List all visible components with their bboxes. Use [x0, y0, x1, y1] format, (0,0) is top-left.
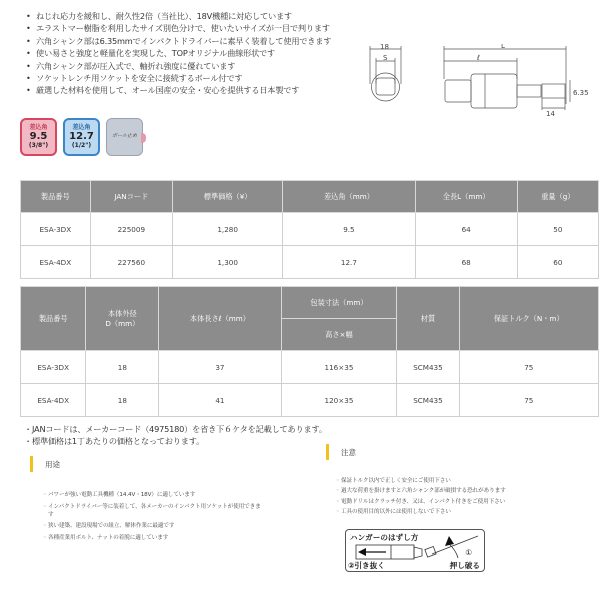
- cell-model: ESA-3DX: [21, 351, 86, 384]
- usage-heading: [30, 456, 60, 472]
- cell-body-length: 37: [159, 351, 281, 384]
- spec-table-price: [20, 180, 599, 279]
- spec-table-dimensions: [20, 286, 599, 417]
- header-length: 全長L（mm）: [415, 181, 517, 213]
- badge-group: [20, 118, 143, 156]
- header-jan: JANコード: [90, 181, 172, 213]
- feature-item: • ソケットレンチ用ソケットを安全に接続するボール付です: [24, 72, 344, 84]
- header-model: 製品番号: [21, 287, 86, 351]
- cell-torque: 75: [459, 384, 598, 417]
- hanger-removal-box: [345, 529, 485, 572]
- cell-package: 116×35: [281, 351, 397, 384]
- hanger-step1-number: ①: [465, 548, 472, 557]
- cell-jan: 225009: [90, 213, 172, 246]
- table-row: [21, 351, 599, 384]
- header-model: 製品番号: [21, 181, 91, 213]
- cell-jan: 227560: [90, 246, 172, 279]
- ball-tab-icon: [141, 133, 146, 143]
- caution-item: ◦ 電動ドリルはクラッチ付き、又は、インパクト付きをご使用下さい: [336, 499, 576, 507]
- header-package-sub: 高さ×幅: [281, 319, 397, 351]
- feature-list: [24, 10, 344, 97]
- usage-item: ◦ 各種産業用ボルト、ナットの着脱に適しています: [43, 535, 263, 543]
- svg-text:14: 14: [546, 110, 555, 118]
- header-diameter-label: 本体外径: [107, 308, 137, 318]
- cell-diameter: 18: [86, 384, 159, 417]
- usage-item: ◦ 狭い建築、建設現場での組立、解体作業に最適です: [43, 523, 263, 531]
- cell-torque: 75: [459, 351, 598, 384]
- cell-model: ESA-3DX: [21, 213, 91, 246]
- badge-label: 差込角: [72, 124, 91, 131]
- cell-material: SCM435: [397, 384, 459, 417]
- usage-title: 用途: [45, 459, 60, 469]
- cell-model: ESA-4DX: [21, 246, 91, 279]
- table-notes: [24, 424, 327, 447]
- header-weight: 重量（g）: [517, 181, 598, 213]
- cell-drive: 12.7: [283, 246, 415, 279]
- usage-item: ◦ インパクトドライバー等に装着して、各メーカーのインパクト用ソケットが使用できます: [43, 504, 263, 520]
- cell-diameter: 18: [86, 351, 159, 384]
- badge-label: 差込角: [29, 124, 48, 131]
- table-header-row: [21, 181, 599, 213]
- note-jan: ・JANコードは、メーカーコード（4975180）を省き下６ケタを記載してあります。: [24, 424, 327, 434]
- usage-list: [43, 492, 263, 547]
- svg-text:18: 18: [380, 44, 389, 51]
- caution-item: ◦ 過大な荷重を掛けますと六角シャンク部が破損する恐れがあります: [336, 488, 576, 496]
- cell-price: 1,300: [173, 246, 283, 279]
- header-price: 標準価格（¥）: [173, 181, 283, 213]
- table-header-row: [21, 287, 599, 319]
- header-body-length: 本体長さℓ（mm）: [159, 287, 281, 351]
- drive-size-12-7-badge: [63, 118, 100, 156]
- hanger-title: ハンガーのはずし方: [350, 533, 419, 542]
- badge-label: ボール止め: [112, 133, 137, 139]
- cell-body-length: 41: [159, 384, 281, 417]
- note-price: ・標準価格は1丁あたりの価格となっております。: [24, 435, 205, 446]
- table-row: [21, 384, 599, 417]
- header-package: 包装寸法（mm）: [281, 287, 397, 319]
- feature-item: • 六角シャンク部が圧入式で、軸折れ強度に優れています: [24, 60, 344, 72]
- cell-drive: 9.5: [283, 213, 415, 246]
- accent-bar: [30, 456, 33, 472]
- drive-size-9-5-badge: [20, 118, 57, 156]
- caution-heading: [326, 444, 356, 460]
- hanger-step2: ②引き抜く: [348, 561, 385, 570]
- usage-item: ◦ パワーが強い電動工具機種（14.4V・18V）に適しています: [43, 492, 263, 500]
- feature-item: • エラストマー樹脂を利用したサイズ別色分けで、使いたいサイズが一目で判ります: [24, 22, 344, 34]
- table-row: [21, 246, 599, 279]
- cell-length: 68: [415, 246, 517, 279]
- header-material: 材質: [397, 287, 459, 351]
- badge-inch: (1/2"): [71, 142, 92, 149]
- cell-model: ESA-4DX: [21, 384, 86, 417]
- cell-length: 64: [415, 213, 517, 246]
- svg-text:S: S: [383, 54, 388, 62]
- cell-weight: 50: [517, 213, 598, 246]
- badge-inch: (3/8"): [28, 142, 49, 149]
- hanger-step1: 押し破る: [449, 561, 480, 570]
- cell-price: 1,280: [173, 213, 283, 246]
- cell-package: 120×35: [281, 384, 397, 417]
- cell-material: SCM435: [397, 351, 459, 384]
- feature-item: • 使い易さと強度と軽量化を実現した、TOPオリジナル曲線形状です: [24, 47, 344, 59]
- accent-bar: [326, 444, 329, 460]
- badge-value: 12.7: [69, 131, 94, 142]
- badge-value: 9.5: [29, 131, 48, 142]
- feature-item: • 厳選した材料を使用して、オール国産の安全・安心を提供する日本製です: [24, 84, 344, 96]
- svg-text:L: L: [501, 44, 505, 50]
- socket-adapter-drawing-icon: [360, 44, 590, 124]
- header-diameter-unit: D（mm）: [105, 318, 140, 328]
- cell-weight: 60: [517, 246, 598, 279]
- header-drive: 差込角（mm）: [283, 181, 415, 213]
- feature-item: • ねじれ応力を緩和し、耐久性2倍（当社比）、18V機種に対応しています: [24, 10, 344, 22]
- caution-title: 注意: [341, 447, 356, 457]
- header-torque: 保証トルク（N・m）: [459, 287, 598, 351]
- svg-text:ℓ: ℓ: [477, 54, 480, 62]
- ball-lock-badge: [106, 118, 143, 156]
- caution-item: ◦ 保証トルク以内で正しく安全にご使用下さい: [336, 478, 576, 486]
- caution-item: ◦ 工具の使用目的以外には使用しないで下さい: [336, 509, 576, 517]
- caution-list: [336, 478, 576, 519]
- header-diameter: [86, 287, 159, 351]
- dimension-diagram: [360, 44, 590, 124]
- feature-item: • 六角シャンク部は6.35mmでインパクトドライバーに素早く装着して使用できます: [24, 35, 344, 47]
- table-row: [21, 213, 599, 246]
- svg-text:6.35: 6.35: [573, 89, 589, 97]
